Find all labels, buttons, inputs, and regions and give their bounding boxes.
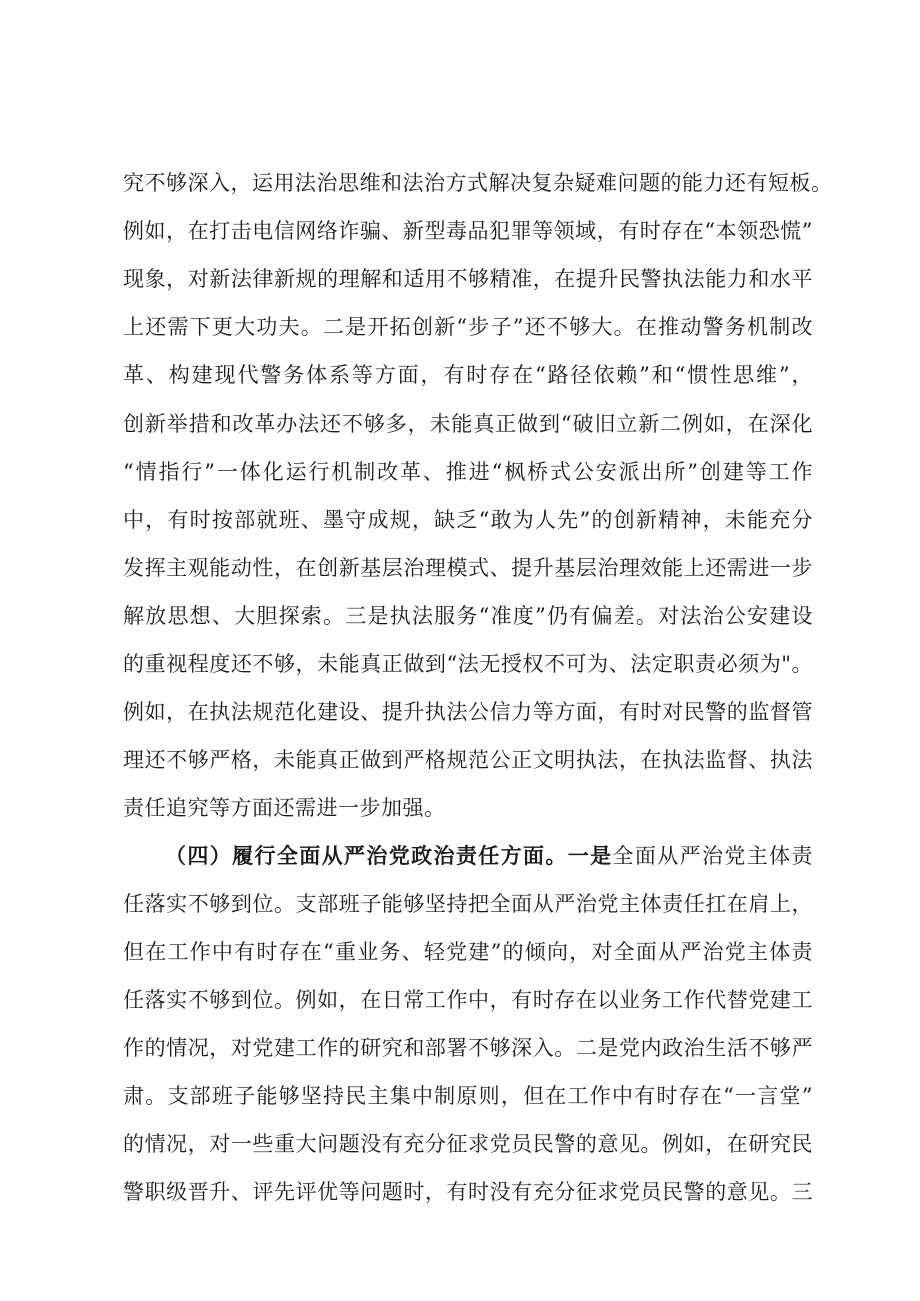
paragraph-line: 任落实不够到位。支部班子能够坚持把全面从严治党主体责任扛在肩上， (123, 892, 813, 916)
paragraph-line: 作的情况，对党建工作的研究和部署不够深入。二是党内政治生活不够严 (123, 1036, 813, 1060)
paragraph-line: 责任追究等方面还需进一步加强。 (123, 796, 446, 820)
paragraph-line: 上还需下更大功夫。二是开拓创新“步子”还不够大。在推动警务机制改 (123, 315, 813, 339)
paragraph-line: 革、构建现代警务体系等方面，有时存在“路径依赖”和“惯性思维”， (123, 363, 813, 387)
paragraph-line: 解放思想、大胆探索。三是执法服务“准度”仍有偏差。对法治公安建设 (123, 604, 813, 628)
section-heading-line (165, 836, 813, 876)
paragraph-line: 警职级晋升、评先评优等问题时，有时没有充分征求党员民警的意见。三 (123, 1180, 813, 1204)
section-heading: （四）履行全面从严治党政治责任方面。一是 (165, 843, 613, 868)
paragraph-line: 究不够深入，运用法治思维和法治方式解决复杂疑难问题的能力还有短板。 (123, 171, 833, 195)
paragraph-line: 理还不够严格，未能真正做到严格规范公正文明执法，在执法监督、执法 (123, 748, 813, 772)
paragraph-line: 创新举措和改革办法还不够多，未能真正做到“破旧立新二例如，在深化 (123, 412, 813, 436)
paragraph-line: 的重视程度还不够，未能真正做到“法无授权不可为、法定职责必须为"。 (123, 652, 813, 676)
paragraph-line: 例如，在打击电信网络诈骗、新型毒品犯罪等领域，有时存在“本领恐慌” (123, 219, 813, 243)
paragraph-line: 例如，在执法规范化建设、提升执法公信力等方面，有时对民警的监督管 (123, 700, 813, 724)
paragraph-line: 现象，对新法律新规的理解和适用不够精准，在提升民警执法能力和水平 (123, 267, 813, 291)
paragraph-line: 发挥主观能动性，在创新基层治理模式、提升基层治理效能上还需进一步 (123, 556, 813, 580)
paragraph-line: 的情况，对一些重大问题没有充分征求党员民警的意见。例如，在研究民 (123, 1132, 813, 1156)
paragraph-line: “情指行”一体化运行机制改革、推进“枫桥式公安派出所”创建等工作 (123, 460, 813, 484)
heading-line-text: 全面从严治党主体责 (612, 844, 813, 868)
paragraph-line: 肃。支部班子能够坚持民主集中制原则，但在工作中有时存在“一言堂” (123, 1084, 813, 1108)
paragraph-line: 中，有时按部就班、墨守成规，缺乏“敢为人先”的创新精神，未能充分 (123, 508, 813, 532)
paragraph-line: 但在工作中有时存在“重业务、轻党建”的倾向，对全面从严治党主体责 (123, 940, 813, 964)
paragraph-line: 任落实不够到位。例如，在日常工作中，有时存在以业务工作代替党建工 (123, 988, 813, 1012)
